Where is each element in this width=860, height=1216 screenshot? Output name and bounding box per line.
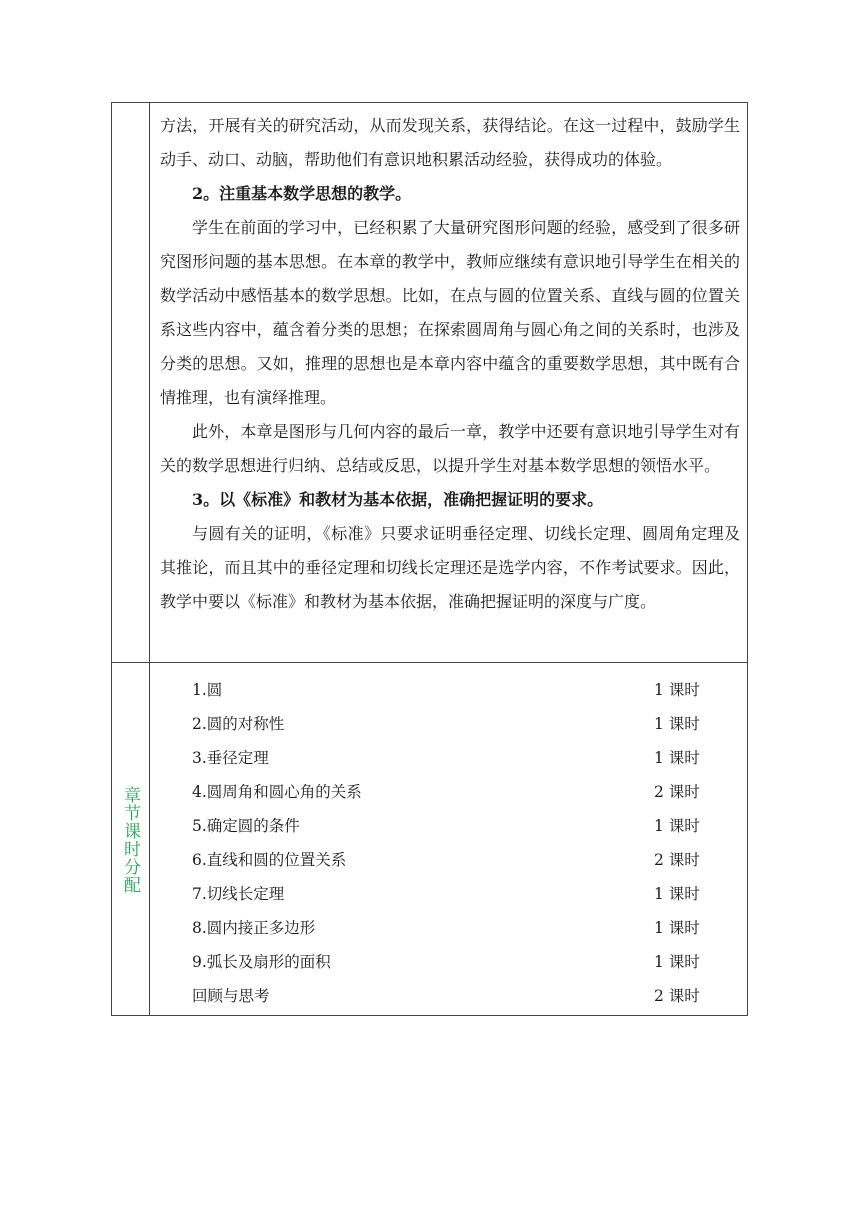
list-item <box>192 911 732 945</box>
list-item <box>192 945 732 979</box>
section-hours: 1 课时 <box>654 681 700 699</box>
section-hours: 1 课时 <box>654 919 700 937</box>
section-name: 6.直线和圆的位置关系 <box>192 851 347 869</box>
section-name: 4.圆周角和圆心角的关系 <box>192 783 362 801</box>
lesson-hours-list <box>192 673 732 1013</box>
paragraph-proof-requirements: 与圆有关的证明，《标准》只要求证明垂径定理、切线长定理、圆周角定理及其推论，而且其中的垂径定理和切线长定理还是选学内容，不作考试要求。因此，教学中要以《标准》和教材为基本依据，准确把握证明的深度与广度。 <box>160 524 740 611</box>
section-hours: 1 课时 <box>654 817 700 835</box>
section-hours: 2 课时 <box>654 783 700 801</box>
paragraph-continuation: 方法，开展有关的研究活动，从而发现关系，获得结论。在这一过程中，鼓励学生动手、动口、动脑，帮助他们有意识地积累活动经验，获得成功的体验。 <box>160 116 740 169</box>
section-name: 5.确定圆的条件 <box>192 817 300 835</box>
paragraph-math-thinking: 学生在前面的学习中，已经积累了大量研究图形问题的经验，感受到了很多研究图形问题的基本思想。在本章的教学中，教师应继续有意识地引导学生在相关的数学活动中感悟基本的数学思想。比如，在点与圆的位置关系、直线与圆的位置关系这些内容中，蕴含着分类的思想；在探索圆周角与圆心角之间的关系时，也涉及分类的思想。又如，推理的思想也是本章内容中蕴含的重要数学思想，其中既有合情推理，也有演绎推理。 <box>160 218 740 407</box>
schedule-label: 章节课时分配 <box>120 785 140 894</box>
list-item <box>192 979 732 1013</box>
section-name: 2.圆的对称性 <box>192 715 285 733</box>
section-hours: 1 课时 <box>654 749 700 767</box>
schedule-label-cell <box>112 663 149 1016</box>
list-item <box>192 877 732 911</box>
section-name: 回顾与思考 <box>192 987 270 1005</box>
section-name: 9.弧长及扇形的面积 <box>192 953 331 971</box>
heading-math-thinking: 2。注重基本数学思想的教学。 <box>192 184 412 203</box>
teaching-suggestions-cell <box>160 109 740 619</box>
section-name: 7.切线长定理 <box>192 885 285 903</box>
list-item <box>192 707 732 741</box>
lesson-plan-table <box>111 102 748 1016</box>
heading-proof-requirements: 3。以《标准》和教材为基本依据，准确把握证明的要求。 <box>192 490 604 509</box>
list-item <box>192 809 732 843</box>
list-item <box>192 673 732 707</box>
section-hours: 1 课时 <box>654 715 700 733</box>
column-divider <box>149 103 150 1015</box>
section-hours: 2 课时 <box>654 987 700 1005</box>
section-name: 1.圆 <box>192 681 223 699</box>
section-hours: 1 课时 <box>654 953 700 971</box>
list-item <box>192 775 732 809</box>
row-divider <box>112 662 747 663</box>
section-hours: 2 课时 <box>654 851 700 869</box>
section-hours: 1 课时 <box>654 885 700 903</box>
list-item <box>192 843 732 877</box>
list-item <box>192 741 732 775</box>
section-name: 8.圆内接正多边形 <box>192 919 316 937</box>
paragraph-reflection: 此外，本章是图形与几何内容的最后一章，教学中还要有意识地引导学生对有关的数学思想进行归纳、总结或反思，以提升学生对基本数学思想的领悟水平。 <box>160 422 740 475</box>
section-name: 3.垂径定理 <box>192 749 269 767</box>
